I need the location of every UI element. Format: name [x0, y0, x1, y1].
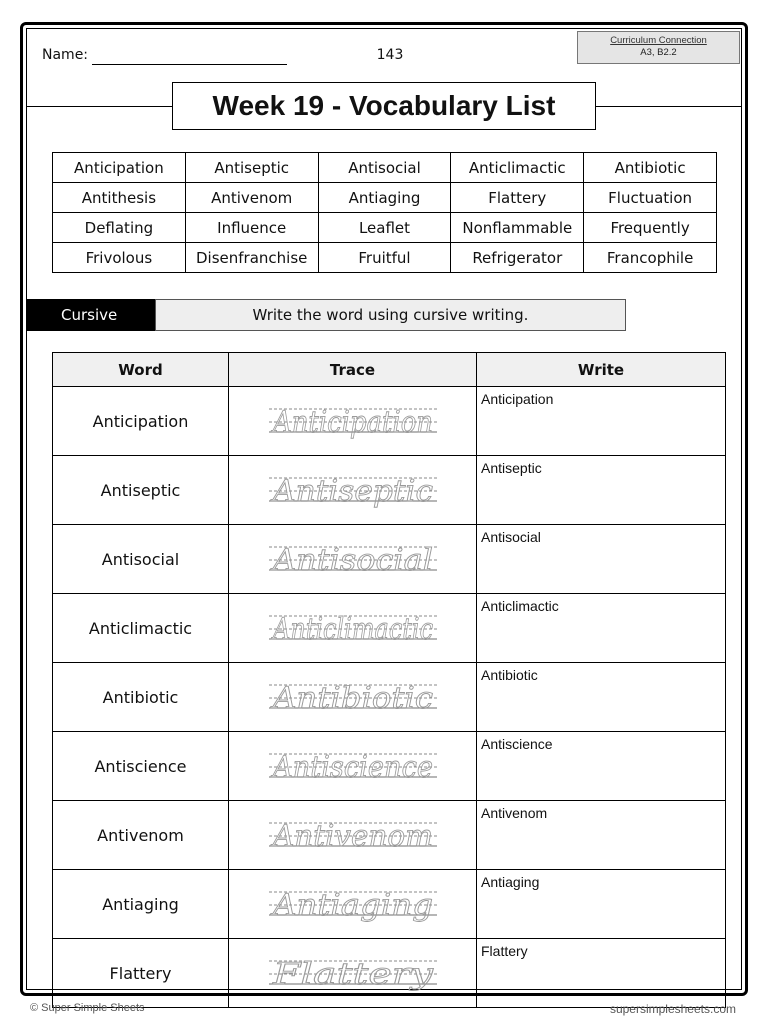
cursive-instruction: Write the word using cursive writing. — [155, 299, 626, 331]
trace-guide — [253, 741, 453, 791]
vocab-word: Leaflet — [318, 213, 451, 243]
vocab-word: Antibiotic — [584, 153, 717, 183]
practice-word: Flattery — [53, 939, 229, 1008]
trace-cell[interactable] — [229, 870, 477, 939]
practice-header-row — [53, 353, 726, 387]
title-rule-right — [595, 106, 741, 107]
practice-row — [53, 870, 726, 939]
write-cell[interactable]: Antiaging — [477, 870, 726, 939]
write-cell[interactable]: Antibiotic — [477, 663, 726, 732]
write-cell[interactable]: Anticipation — [477, 387, 726, 456]
trace-word: Antivenom — [269, 819, 433, 854]
curriculum-connection-title: Curriculum Connection — [610, 35, 707, 46]
vocab-word: Nonflammable — [451, 213, 584, 243]
vocabulary-table — [52, 152, 717, 273]
write-cell[interactable]: Antivenom — [477, 801, 726, 870]
column-header-word: Word — [53, 353, 229, 387]
vocab-word: Anticipation — [53, 153, 186, 183]
trace-cell[interactable] — [229, 387, 477, 456]
practice-word: Antivenom — [53, 801, 229, 870]
cursive-practice-table — [52, 352, 726, 1008]
trace-cell[interactable] — [229, 525, 477, 594]
vocab-word: Deflating — [53, 213, 186, 243]
trace-guide — [253, 672, 453, 722]
vocab-row — [53, 243, 717, 273]
practice-row — [53, 594, 726, 663]
vocab-word: Antivenom — [185, 183, 318, 213]
practice-row — [53, 387, 726, 456]
trace-cell[interactable] — [229, 732, 477, 801]
trace-guide — [253, 465, 453, 515]
write-cell[interactable]: Antiscience — [477, 732, 726, 801]
curriculum-codes: A3, B2.2 — [640, 47, 677, 58]
trace-cell[interactable] — [229, 663, 477, 732]
practice-word: Antiseptic — [53, 456, 229, 525]
trace-word: Antiseptic — [269, 474, 433, 509]
vocab-word: Flattery — [451, 183, 584, 213]
trace-guide — [253, 396, 453, 446]
page-title: Week 19 - Vocabulary List — [172, 82, 596, 130]
trace-cell[interactable] — [229, 939, 477, 1008]
vocab-word: Refrigerator — [451, 243, 584, 273]
name-label: Name: — [42, 47, 89, 63]
column-header-write: Write — [477, 353, 726, 387]
trace-word: Antiscience — [269, 750, 433, 785]
practice-row — [53, 801, 726, 870]
practice-row — [53, 525, 726, 594]
write-cell[interactable]: Antisocial — [477, 525, 726, 594]
trace-word: Antiaging — [269, 888, 433, 923]
practice-row — [53, 732, 726, 801]
trace-cell[interactable] — [229, 594, 477, 663]
column-header-trace: Trace — [229, 353, 477, 387]
trace-word: Antisocial — [269, 543, 433, 578]
cursive-section-tag: Cursive — [27, 299, 155, 331]
trace-word: Anticipation — [269, 405, 433, 440]
write-cell[interactable]: Anticlimactic — [477, 594, 726, 663]
name-field-line[interactable] — [92, 64, 287, 65]
trace-guide — [253, 534, 453, 584]
practice-row — [53, 939, 726, 1008]
vocab-word: Frequently — [584, 213, 717, 243]
footer-website[interactable]: supersimplesheets.com — [609, 1002, 736, 1016]
practice-word: Antisocial — [53, 525, 229, 594]
vocab-word: Francophile — [584, 243, 717, 273]
page-number: 143 — [376, 47, 404, 63]
practice-row — [53, 456, 726, 525]
vocab-word: Fluctuation — [584, 183, 717, 213]
practice-word: Antibiotic — [53, 663, 229, 732]
vocab-word: Influence — [185, 213, 318, 243]
trace-guide — [253, 879, 453, 929]
trace-cell[interactable] — [229, 456, 477, 525]
practice-word: Antiaging — [53, 870, 229, 939]
title-rule-left — [27, 106, 173, 107]
trace-guide — [253, 948, 453, 998]
vocab-word: Frivolous — [53, 243, 186, 273]
practice-word: Anticlimactic — [53, 594, 229, 663]
vocab-word: Antiseptic — [185, 153, 318, 183]
vocab-word: Antithesis — [53, 183, 186, 213]
vocab-row — [53, 213, 717, 243]
practice-row — [53, 663, 726, 732]
vocab-word: Disenfranchise — [185, 243, 318, 273]
footer-copyright: © Super Simple Sheets — [30, 1002, 145, 1014]
trace-guide — [253, 603, 453, 653]
vocab-word: Antiaging — [318, 183, 451, 213]
trace-word: Anticlimactic — [270, 612, 433, 647]
trace-word: Antibiotic — [269, 681, 433, 716]
vocab-row — [53, 183, 717, 213]
vocab-word: Anticlimactic — [451, 153, 584, 183]
practice-word: Anticipation — [53, 387, 229, 456]
trace-cell[interactable] — [229, 801, 477, 870]
trace-guide — [253, 810, 453, 860]
trace-word: Flattery — [271, 957, 434, 992]
write-cell[interactable]: Antiseptic — [477, 456, 726, 525]
vocab-word: Fruitful — [318, 243, 451, 273]
vocab-row — [53, 153, 717, 183]
vocab-word: Antisocial — [318, 153, 451, 183]
practice-word: Antiscience — [53, 732, 229, 801]
write-cell[interactable]: Flattery — [477, 939, 726, 1008]
curriculum-connection-box — [577, 31, 740, 64]
